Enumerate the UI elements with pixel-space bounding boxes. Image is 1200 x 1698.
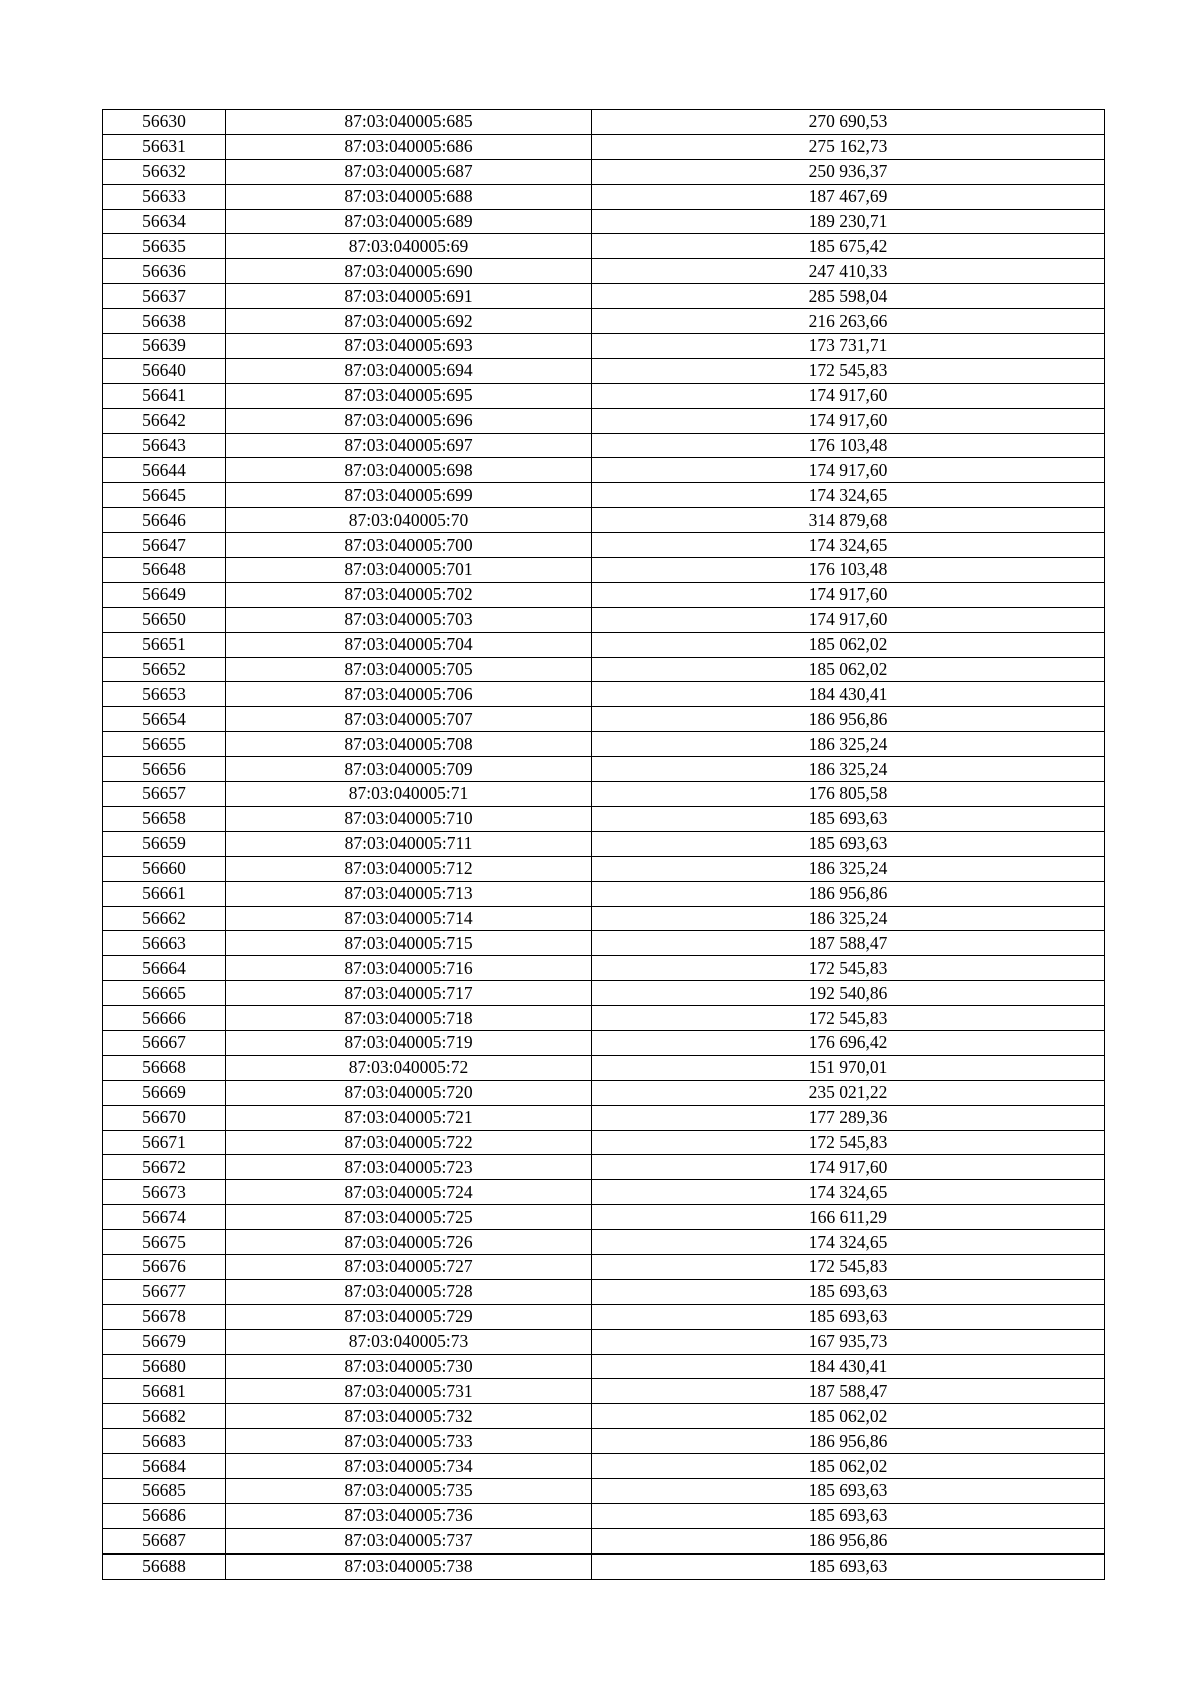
cadastral-value-cell: 184 430,41 [592,682,1105,707]
cadastral-value-cell: 186 325,24 [592,732,1105,757]
row-number-cell: 56650 [103,607,226,632]
cadastral-value-table [102,109,1105,1580]
cadastral-number-cell: 87:03:040005:71 [226,782,592,807]
table-row [103,757,1105,782]
row-number-cell: 56657 [103,782,226,807]
cadastral-value-cell: 185 062,02 [592,657,1105,682]
cadastral-value-cell: 187 467,69 [592,184,1105,209]
cadastral-value-cell: 172 545,83 [592,1006,1105,1031]
table-row [103,483,1105,508]
cadastral-value-cell: 185 675,42 [592,234,1105,259]
table-row [103,1180,1105,1205]
cadastral-value-cell: 185 693,63 [592,1503,1105,1528]
cadastral-number-cell: 87:03:040005:722 [226,1130,592,1155]
row-number-cell: 56645 [103,483,226,508]
table-row [103,1354,1105,1379]
row-number-cell: 56642 [103,408,226,433]
row-number-cell: 56635 [103,234,226,259]
row-number-cell: 56658 [103,806,226,831]
table-row [103,1379,1105,1404]
table-row [103,458,1105,483]
table-row [103,1528,1105,1553]
row-number-cell: 56633 [103,184,226,209]
cadastral-value-cell: 166 611,29 [592,1205,1105,1230]
table-row [103,433,1105,458]
cadastral-number-cell: 87:03:040005:719 [226,1030,592,1055]
row-number-cell: 56685 [103,1478,226,1503]
cadastral-value-cell: 187 588,47 [592,1379,1105,1404]
cadastral-number-cell: 87:03:040005:694 [226,358,592,383]
table-row [103,334,1105,359]
table-row [103,782,1105,807]
row-number-cell: 56673 [103,1180,226,1205]
cadastral-number-cell: 87:03:040005:72 [226,1055,592,1080]
row-number-cell: 56683 [103,1429,226,1454]
table-row [103,1055,1105,1080]
cadastral-number-cell: 87:03:040005:688 [226,184,592,209]
cadastral-value-cell: 172 545,83 [592,1130,1105,1155]
row-number-cell: 56672 [103,1155,226,1180]
cadastral-value-cell: 185 693,63 [592,806,1105,831]
row-number-cell: 56670 [103,1105,226,1130]
table-row [103,1554,1105,1579]
cadastral-value-cell: 172 545,83 [592,956,1105,981]
cadastral-value-cell: 172 545,83 [592,358,1105,383]
cadastral-value-cell: 185 693,63 [592,831,1105,856]
table-row [103,1304,1105,1329]
table-row [103,1404,1105,1429]
table-row [103,1230,1105,1255]
cadastral-number-cell: 87:03:040005:700 [226,533,592,558]
cadastral-number-cell: 87:03:040005:725 [226,1205,592,1230]
row-number-cell: 56649 [103,582,226,607]
row-number-cell: 56634 [103,209,226,234]
table-row [103,558,1105,583]
cadastral-value-cell: 235 021,22 [592,1080,1105,1105]
cadastral-number-cell: 87:03:040005:686 [226,134,592,159]
table-row [103,209,1105,234]
cadastral-value-cell: 275 162,73 [592,134,1105,159]
cadastral-value-cell: 176 103,48 [592,558,1105,583]
row-number-cell: 56653 [103,682,226,707]
cadastral-value-cell: 184 430,41 [592,1354,1105,1379]
table-row [103,508,1105,533]
cadastral-value-cell: 185 693,63 [592,1304,1105,1329]
cadastral-number-cell: 87:03:040005:736 [226,1503,592,1528]
cadastral-value-cell: 216 263,66 [592,309,1105,334]
cadastral-number-cell: 87:03:040005:714 [226,906,592,931]
cadastral-number-cell: 87:03:040005:689 [226,209,592,234]
row-number-cell: 56630 [103,110,226,135]
table-row [103,607,1105,632]
table-row [103,1105,1105,1130]
row-number-cell: 56651 [103,632,226,657]
row-number-cell: 56681 [103,1379,226,1404]
row-number-cell: 56687 [103,1528,226,1553]
cadastral-value-cell: 186 956,86 [592,1528,1105,1553]
table-row [103,110,1105,135]
table-row [103,234,1105,259]
cadastral-number-cell: 87:03:040005:710 [226,806,592,831]
cadastral-value-cell: 187 588,47 [592,931,1105,956]
row-number-cell: 56679 [103,1329,226,1354]
row-number-cell: 56637 [103,284,226,309]
table-row [103,358,1105,383]
table-row [103,682,1105,707]
row-number-cell: 56644 [103,458,226,483]
table-row [103,1030,1105,1055]
table-row [103,981,1105,1006]
row-number-cell: 56666 [103,1006,226,1031]
table-row [103,1478,1105,1503]
cadastral-number-cell: 87:03:040005:729 [226,1304,592,1329]
row-number-cell: 56661 [103,881,226,906]
table-row [103,1130,1105,1155]
cadastral-value-cell: 151 970,01 [592,1055,1105,1080]
table-row [103,259,1105,284]
row-number-cell: 56656 [103,757,226,782]
cadastral-number-cell: 87:03:040005:70 [226,508,592,533]
row-number-cell: 56664 [103,956,226,981]
cadastral-value-cell: 174 324,65 [592,1180,1105,1205]
table-row [103,1080,1105,1105]
cadastral-value-cell: 185 693,63 [592,1279,1105,1304]
cadastral-number-cell: 87:03:040005:73 [226,1329,592,1354]
row-number-cell: 56654 [103,707,226,732]
cadastral-value-cell: 186 325,24 [592,856,1105,881]
cadastral-number-cell: 87:03:040005:732 [226,1404,592,1429]
cadastral-value-cell: 250 936,37 [592,159,1105,184]
row-number-cell: 56684 [103,1454,226,1479]
table-row [103,1155,1105,1180]
row-number-cell: 56636 [103,259,226,284]
row-number-cell: 56638 [103,309,226,334]
cadastral-number-cell: 87:03:040005:733 [226,1429,592,1454]
cadastral-number-cell: 87:03:040005:728 [226,1279,592,1304]
row-number-cell: 56671 [103,1130,226,1155]
cadastral-number-cell: 87:03:040005:699 [226,483,592,508]
cadastral-number-cell: 87:03:040005:735 [226,1478,592,1503]
cadastral-value-cell: 174 917,60 [592,607,1105,632]
cadastral-number-cell: 87:03:040005:720 [226,1080,592,1105]
row-number-cell: 56678 [103,1304,226,1329]
cadastral-number-cell: 87:03:040005:724 [226,1180,592,1205]
table-row [103,1205,1105,1230]
cadastral-number-cell: 87:03:040005:69 [226,234,592,259]
row-number-cell: 56677 [103,1279,226,1304]
row-number-cell: 56660 [103,856,226,881]
cadastral-value-cell: 185 062,02 [592,1454,1105,1479]
cadastral-value-cell: 186 325,24 [592,757,1105,782]
table-row [103,632,1105,657]
cadastral-value-cell: 174 917,60 [592,458,1105,483]
cadastral-number-cell: 87:03:040005:731 [226,1379,592,1404]
table-row [103,1329,1105,1354]
cadastral-number-cell: 87:03:040005:715 [226,931,592,956]
cadastral-value-cell: 174 324,65 [592,483,1105,508]
cadastral-value-cell: 186 956,86 [592,707,1105,732]
cadastral-number-cell: 87:03:040005:695 [226,383,592,408]
cadastral-value-cell: 174 324,65 [592,533,1105,558]
row-number-cell: 56659 [103,831,226,856]
cadastral-number-cell: 87:03:040005:697 [226,433,592,458]
cadastral-number-cell: 87:03:040005:693 [226,334,592,359]
cadastral-value-cell: 185 062,02 [592,1404,1105,1429]
cadastral-number-cell: 87:03:040005:691 [226,284,592,309]
table-row [103,1454,1105,1479]
cadastral-value-cell: 176 805,58 [592,782,1105,807]
table-row [103,582,1105,607]
table-row [103,1006,1105,1031]
row-number-cell: 56663 [103,931,226,956]
table-row [103,806,1105,831]
table-row [103,533,1105,558]
cadastral-value-cell: 186 325,24 [592,906,1105,931]
cadastral-number-cell: 87:03:040005:718 [226,1006,592,1031]
cadastral-value-cell: 270 690,53 [592,110,1105,135]
table-row [103,1254,1105,1279]
table-row [103,159,1105,184]
row-number-cell: 56680 [103,1354,226,1379]
table-row [103,657,1105,682]
cadastral-number-cell: 87:03:040005:727 [226,1254,592,1279]
cadastral-number-cell: 87:03:040005:687 [226,159,592,184]
cadastral-number-cell: 87:03:040005:717 [226,981,592,1006]
row-number-cell: 56686 [103,1503,226,1528]
table-row [103,134,1105,159]
cadastral-number-cell: 87:03:040005:737 [226,1528,592,1553]
row-number-cell: 56639 [103,334,226,359]
table-row [103,831,1105,856]
cadastral-value-cell: 247 410,33 [592,259,1105,284]
cadastral-value-cell: 174 917,60 [592,1155,1105,1180]
cadastral-value-cell: 167 935,73 [592,1329,1105,1354]
row-number-cell: 56631 [103,134,226,159]
cadastral-number-cell: 87:03:040005:705 [226,657,592,682]
cadastral-number-cell: 87:03:040005:707 [226,707,592,732]
cadastral-number-cell: 87:03:040005:730 [226,1354,592,1379]
cadastral-number-cell: 87:03:040005:702 [226,582,592,607]
table-body [103,110,1105,1580]
row-number-cell: 56648 [103,558,226,583]
row-number-cell: 56662 [103,906,226,931]
cadastral-number-cell: 87:03:040005:685 [226,110,592,135]
table-row [103,284,1105,309]
cadastral-number-cell: 87:03:040005:734 [226,1454,592,1479]
row-number-cell: 56682 [103,1404,226,1429]
cadastral-number-cell: 87:03:040005:711 [226,831,592,856]
row-number-cell: 56646 [103,508,226,533]
row-number-cell: 56667 [103,1030,226,1055]
row-number-cell: 56675 [103,1230,226,1255]
cadastral-value-cell: 173 731,71 [592,334,1105,359]
cadastral-value-cell: 186 956,86 [592,1429,1105,1454]
row-number-cell: 56665 [103,981,226,1006]
cadastral-value-cell: 174 917,60 [592,582,1105,607]
cadastral-number-cell: 87:03:040005:708 [226,732,592,757]
cadastral-number-cell: 87:03:040005:696 [226,408,592,433]
table-row [103,184,1105,209]
cadastral-number-cell: 87:03:040005:706 [226,682,592,707]
table-row [103,383,1105,408]
cadastral-value-cell: 185 693,63 [592,1554,1105,1579]
cadastral-number-cell: 87:03:040005:704 [226,632,592,657]
cadastral-number-cell: 87:03:040005:692 [226,309,592,334]
table-row [103,1279,1105,1304]
table-row [103,881,1105,906]
row-number-cell: 56632 [103,159,226,184]
table-row [103,309,1105,334]
cadastral-value-cell: 176 696,42 [592,1030,1105,1055]
row-number-cell: 56668 [103,1055,226,1080]
row-number-cell: 56641 [103,383,226,408]
table-row [103,931,1105,956]
cadastral-value-cell: 189 230,71 [592,209,1105,234]
cadastral-value-cell: 185 062,02 [592,632,1105,657]
row-number-cell: 56652 [103,657,226,682]
table-row [103,408,1105,433]
row-number-cell: 56643 [103,433,226,458]
cadastral-number-cell: 87:03:040005:709 [226,757,592,782]
table-row [103,1429,1105,1454]
table-row [103,732,1105,757]
cadastral-value-cell: 174 917,60 [592,408,1105,433]
cadastral-number-cell: 87:03:040005:701 [226,558,592,583]
cadastral-value-cell: 314 879,68 [592,508,1105,533]
cadastral-value-cell: 176 103,48 [592,433,1105,458]
cadastral-value-cell: 174 917,60 [592,383,1105,408]
row-number-cell: 56669 [103,1080,226,1105]
cadastral-value-cell: 172 545,83 [592,1254,1105,1279]
row-number-cell: 56655 [103,732,226,757]
table-row [103,707,1105,732]
cadastral-number-cell: 87:03:040005:723 [226,1155,592,1180]
cadastral-value-cell: 285 598,04 [592,284,1105,309]
cadastral-value-cell: 185 693,63 [592,1478,1105,1503]
cadastral-number-cell: 87:03:040005:716 [226,956,592,981]
cadastral-number-cell: 87:03:040005:690 [226,259,592,284]
table-row [103,956,1105,981]
cadastral-value-cell: 174 324,65 [592,1230,1105,1255]
row-number-cell: 56674 [103,1205,226,1230]
row-number-cell: 56676 [103,1254,226,1279]
row-number-cell: 56640 [103,358,226,383]
cadastral-number-cell: 87:03:040005:726 [226,1230,592,1255]
cadastral-number-cell: 87:03:040005:713 [226,881,592,906]
cadastral-number-cell: 87:03:040005:721 [226,1105,592,1130]
row-number-cell: 56688 [103,1554,226,1579]
cadastral-number-cell: 87:03:040005:698 [226,458,592,483]
cadastral-value-cell: 177 289,36 [592,1105,1105,1130]
row-number-cell: 56647 [103,533,226,558]
table-row [103,906,1105,931]
cadastral-value-cell: 186 956,86 [592,881,1105,906]
cadastral-value-cell: 192 540,86 [592,981,1105,1006]
cadastral-number-cell: 87:03:040005:712 [226,856,592,881]
table-row [103,856,1105,881]
cadastral-number-cell: 87:03:040005:703 [226,607,592,632]
cadastral-number-cell: 87:03:040005:738 [226,1554,592,1579]
table-row [103,1503,1105,1528]
